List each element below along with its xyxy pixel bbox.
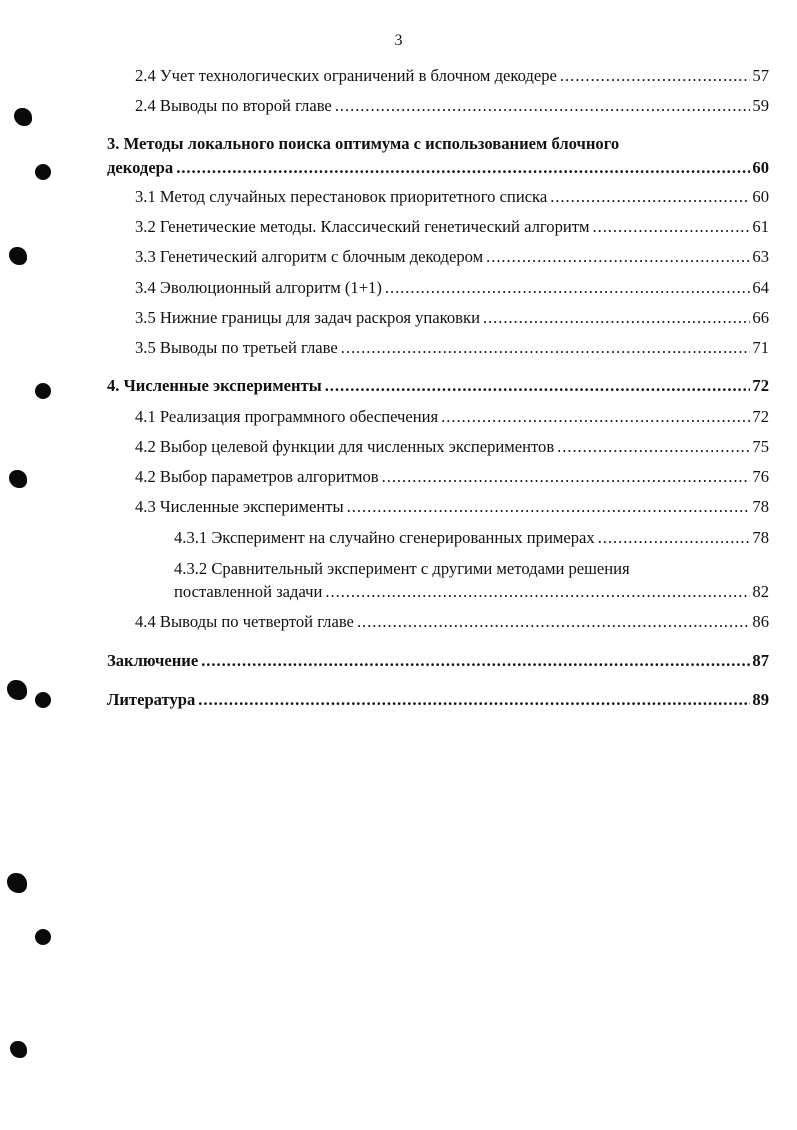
toc-entry-label: 2.4 Учет технологических ограничений в блочном декодере — [135, 66, 557, 85]
toc-entry — [135, 610, 769, 634]
toc-entry-label: 4.3.1 Эксперимент на случайно сгенерированных примерах — [174, 528, 595, 547]
toc-entry-label: 4.4 Выводы по четвертой главе — [135, 612, 354, 631]
punch-hole-mark — [14, 108, 32, 126]
toc-entry-label: 4.2 Выбор целевой функции для численных экспериментов — [135, 437, 555, 456]
toc-entry-page: 82 — [752, 582, 769, 601]
toc-entry-label: 3.5 Выводы по третьей главе — [135, 338, 338, 357]
dot-leader — [550, 185, 750, 209]
toc-entry-page: 87 — [752, 651, 769, 670]
toc-entry-label: 3.3 Генетический алгоритм с блочным декодером — [135, 247, 484, 266]
toc-entry-label: поставленной задачи — [174, 582, 323, 601]
dot-leader — [176, 156, 750, 180]
punch-hole-mark — [9, 247, 27, 265]
toc-entry-label: 3.5 Нижние границы для задач раскроя упаковки — [135, 308, 480, 327]
toc-entry-label: 3.4 Эволюционный алгоритм (1+1) — [135, 278, 382, 297]
punch-hole-mark — [9, 470, 27, 488]
page-number: 3 — [394, 32, 403, 49]
toc-entry-label: Заключение — [107, 651, 199, 670]
toc-entry — [135, 245, 769, 269]
dot-leader — [325, 374, 751, 398]
dot-leader — [385, 276, 751, 300]
toc-entry — [174, 526, 769, 550]
toc-entry-label: 3.1 Метод случайных перестановок приоритетного списка — [135, 187, 548, 206]
punch-hole-mark — [35, 383, 51, 399]
toc-entry — [135, 276, 769, 300]
toc-entry — [135, 185, 769, 209]
toc-entry — [135, 64, 769, 88]
toc-chapter-entry — [107, 688, 769, 712]
toc-entry-label: 4.1 Реализация программного обеспечения — [135, 407, 439, 426]
dot-leader — [557, 435, 750, 459]
toc-entry-page: 78 — [752, 528, 769, 547]
toc-entry-page: 59 — [752, 96, 769, 115]
toc-entry — [135, 306, 769, 330]
toc-chapter-entry — [107, 156, 769, 180]
toc-entry-label: декодера — [107, 158, 174, 177]
toc-entry-page: 64 — [752, 278, 769, 297]
toc-entry — [135, 94, 769, 118]
toc-entry — [174, 580, 769, 604]
punch-hole-mark — [10, 1041, 27, 1058]
toc-entry-label: 3.2 Генетические методы. Классический генетический алгоритм — [135, 217, 590, 236]
toc-entry — [135, 435, 769, 459]
punch-hole-mark — [35, 164, 51, 180]
toc-entry-page: 71 — [752, 338, 769, 357]
toc-entry — [135, 405, 769, 429]
toc-entry-label-line1: 4.3.2 Сравнительный эксперимент с другими методами решения — [174, 559, 630, 578]
toc-entry-label: 4. Численные эксперименты — [107, 376, 322, 395]
toc-entry-page: 75 — [752, 437, 769, 456]
dot-leader — [593, 215, 751, 239]
toc-entry-page: 57 — [752, 66, 769, 85]
dot-leader — [441, 405, 750, 429]
toc-entry-page: 63 — [752, 247, 769, 266]
toc-entry-page: 72 — [752, 407, 769, 426]
dot-leader — [357, 610, 750, 634]
toc-chapter-entry — [107, 374, 769, 398]
toc-entry-page: 61 — [752, 217, 769, 236]
toc-entry — [135, 215, 769, 239]
toc-entry-page: 66 — [752, 308, 769, 327]
toc-entry-page: 78 — [752, 497, 769, 516]
toc-entry — [135, 465, 769, 489]
toc-entry-page: 76 — [752, 467, 769, 486]
dot-leader — [483, 306, 750, 330]
dot-leader — [341, 336, 751, 360]
dot-leader — [201, 649, 750, 673]
dot-leader — [347, 495, 751, 519]
punch-hole-mark — [35, 692, 51, 708]
toc-entry-label-line1: 3. Методы локального поиска оптимума с использованием блочного — [107, 134, 620, 153]
dot-leader — [325, 580, 750, 604]
toc-entry-label: 4.3 Численные эксперименты — [135, 497, 344, 516]
toc-entry-label: 2.4 Выводы по второй главе — [135, 96, 332, 115]
toc-entry — [135, 336, 769, 360]
dot-leader — [560, 64, 751, 88]
toc-entry-page: 72 — [752, 376, 769, 395]
toc-entry-label: Литература — [107, 690, 196, 709]
dot-leader — [198, 688, 750, 712]
toc-entry-page: 60 — [752, 158, 769, 177]
toc-entry-page: 89 — [752, 690, 769, 709]
dot-leader — [335, 94, 751, 118]
punch-hole-mark — [7, 873, 27, 893]
dot-leader — [598, 526, 751, 550]
dot-leader — [486, 245, 750, 269]
toc-entry — [135, 495, 769, 519]
toc-chapter-entry — [107, 649, 769, 673]
toc-entry-label: 4.2 Выбор параметров алгоритмов — [135, 467, 379, 486]
toc-entry-page: 60 — [752, 187, 769, 206]
dot-leader — [382, 465, 751, 489]
toc-entry-page: 86 — [752, 612, 769, 631]
punch-hole-mark — [7, 680, 27, 700]
punch-hole-mark — [35, 929, 51, 945]
